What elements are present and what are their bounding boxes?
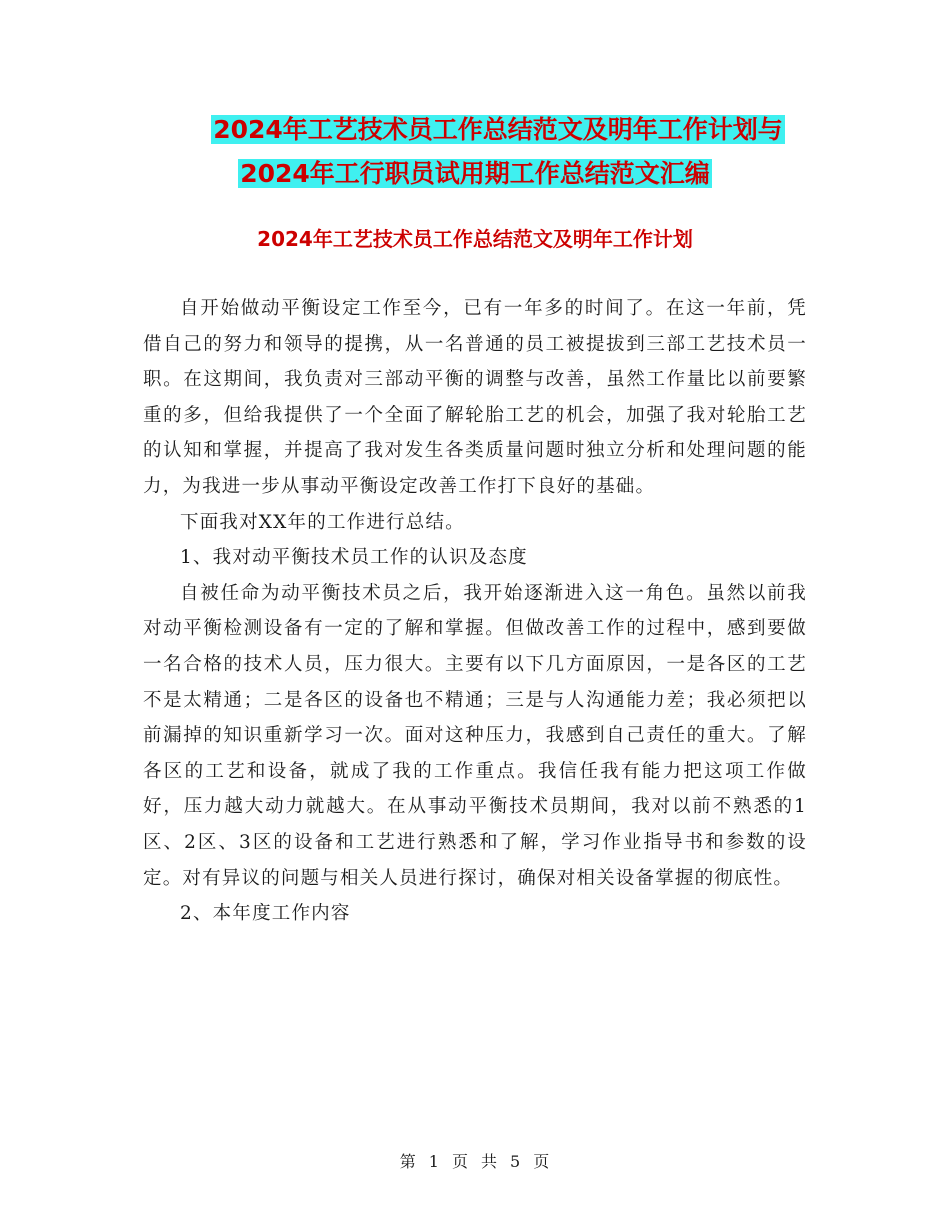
paragraph: 自被任命为动平衡技术员之后，我开始逐渐进入这一角色。虽然以前我对动平衡检测设备有一定的了解和掌握。但做改善工作的过程中，感到要做一名合格的技术人员，压力很大。主要有以下几方面原因，一是各区的工艺不是太精通；二是各区的设备也不精通；三是与人沟通能力差；我必须把以前漏掉的知识重新学习一次。面对这种压力，我感到自己责任的重大。了解各区的工艺和设备，就成了我的工作重点。我信任我有能力把这项工作做好，压力越大动力就越大。在从事动平衡技术员期间，我对以前不熟悉的1区、2区、3区的设备和工艺进行熟悉和了解，学习作业指导书和参数的设定。对有异议的问题与相关人员进行探讨，确保对相关设备掌握的彻底性。 — [143, 582, 807, 889]
total-pages: 5 — [510, 1152, 522, 1171]
highlighted-title-text: 2024年工艺技术员工作总结范文及明年工作计划与 — [213, 115, 783, 144]
total-unit: 页 — [533, 1152, 551, 1171]
paragraph-heading: 1、我对动平衡技术员工作的认识及态度 — [180, 547, 528, 569]
page-unit: 页 — [451, 1152, 469, 1171]
page-footer — [0, 1150, 950, 1174]
section-title: 2024年工艺技术员工作总结范文及明年工作计划 — [257, 227, 693, 251]
paragraph: 下面我对XX年的工作进行总结。 — [180, 511, 465, 533]
highlighted-title-text: 2024年工行职员试用期工作总结范文汇编 — [240, 159, 710, 188]
paragraph-heading: 2、本年度工作内容 — [180, 903, 351, 925]
paragraph: 自开始做动平衡设定工作至今，已有一年多的时间了。在这一年前，凭借自己的努力和领导的提携，从一名普通的员工被提拔到三部工艺技术员一职。在这期间，我负责对三部动平衡的调整与改善，虽然工作量比以前要繁重的多，但给我提供了一个全面了解轮胎工艺的机会，加强了我对轮胎工艺的认知和掌握，并提高了我对发生各类质量问题时独立分析和处理问题的能力，为我进一步从事动平衡设定改善工作打下良好的基础。 — [143, 298, 807, 497]
page-number: 1 — [428, 1152, 440, 1171]
document-title-line-2 — [0, 152, 950, 196]
document-title-line-1 — [0, 108, 950, 152]
document-body — [143, 291, 807, 932]
page-label: 第 — [399, 1152, 417, 1171]
total-label: 共 — [481, 1152, 499, 1171]
